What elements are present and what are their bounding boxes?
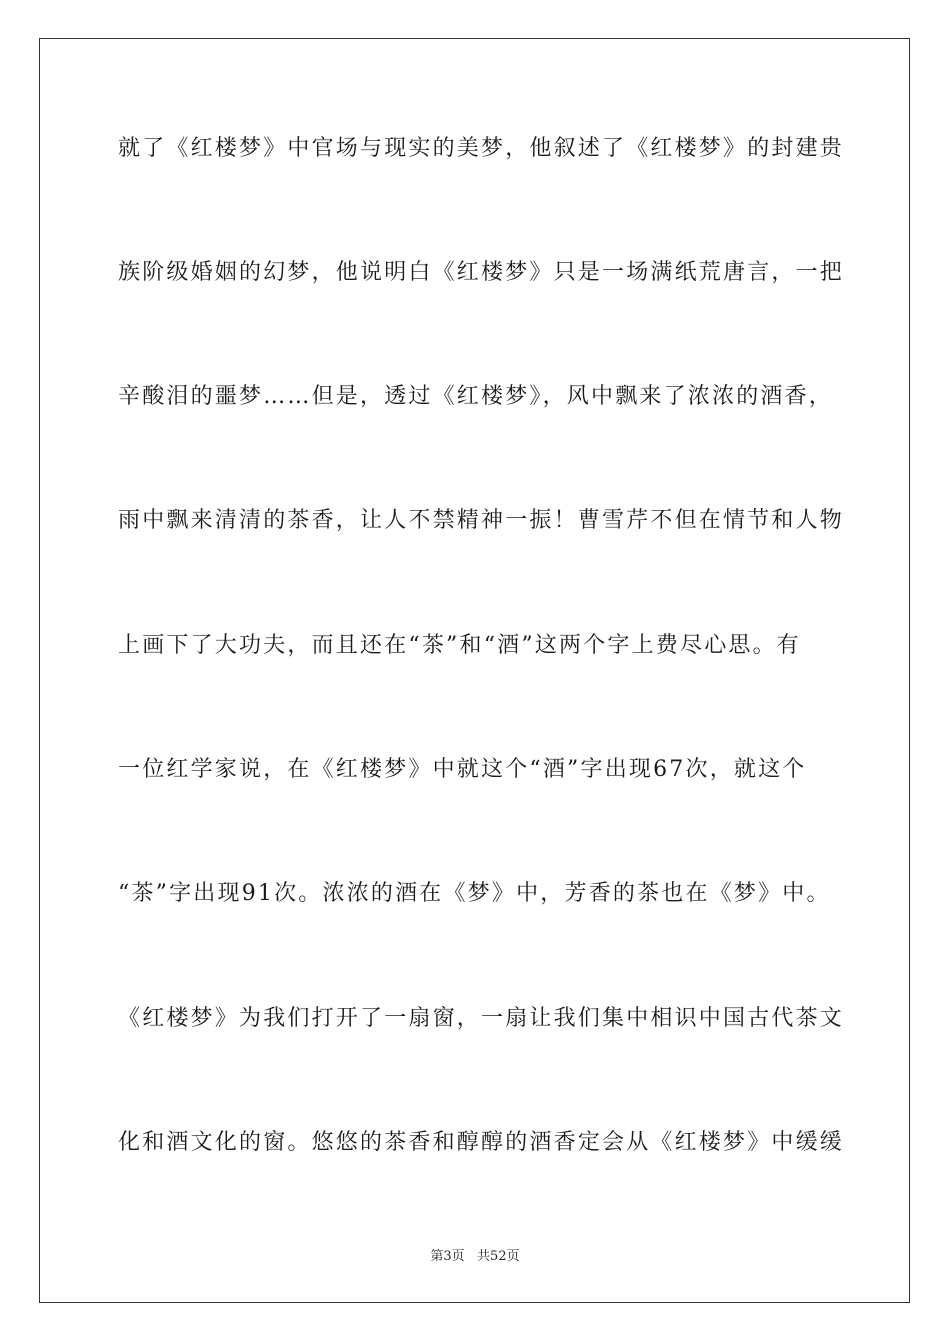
text-line-4: 雨中飘来清清的茶香，让人不禁精神一振！曹雪芹不但在情节和人物: [118, 508, 845, 533]
text-line-3: 辛酸泪的噩梦……但是，透过《红楼梦》，风中飘来了浓浓的酒香，: [118, 384, 834, 409]
page-border: [39, 38, 910, 1303]
text-line-7: “茶”字出现91次。浓浓的酒在《梦》中，芳香的茶也在《梦》中。: [118, 881, 831, 906]
text-line-6: 一位红学家说，在《红楼梦》中就这个“酒”字出现67次，就这个: [118, 757, 807, 782]
text-line-1: 就了《红楼梦》中官场与现实的美梦，他叙述了《红楼梦》的封建贵: [118, 136, 845, 161]
text-line-5: 上画下了大功夫，而且还在“茶”和“酒”这两个字上费尽心思。有: [118, 633, 801, 658]
text-line-9: 化和酒文化的窗。悠悠的茶香和醇醇的酒香定会从《红楼梦》中缓缓: [118, 1130, 845, 1155]
page-number-footer: 第3页 共52页: [430, 1249, 520, 1264]
text-line-8: 《红楼梦》为我们打开了一扇窗，一扇让我们集中相识中国古代茶文: [118, 1006, 845, 1031]
text-line-2: 族阶级婚姻的幻梦，他说明白《红楼梦》只是一场满纸荒唐言，一把: [118, 260, 845, 285]
